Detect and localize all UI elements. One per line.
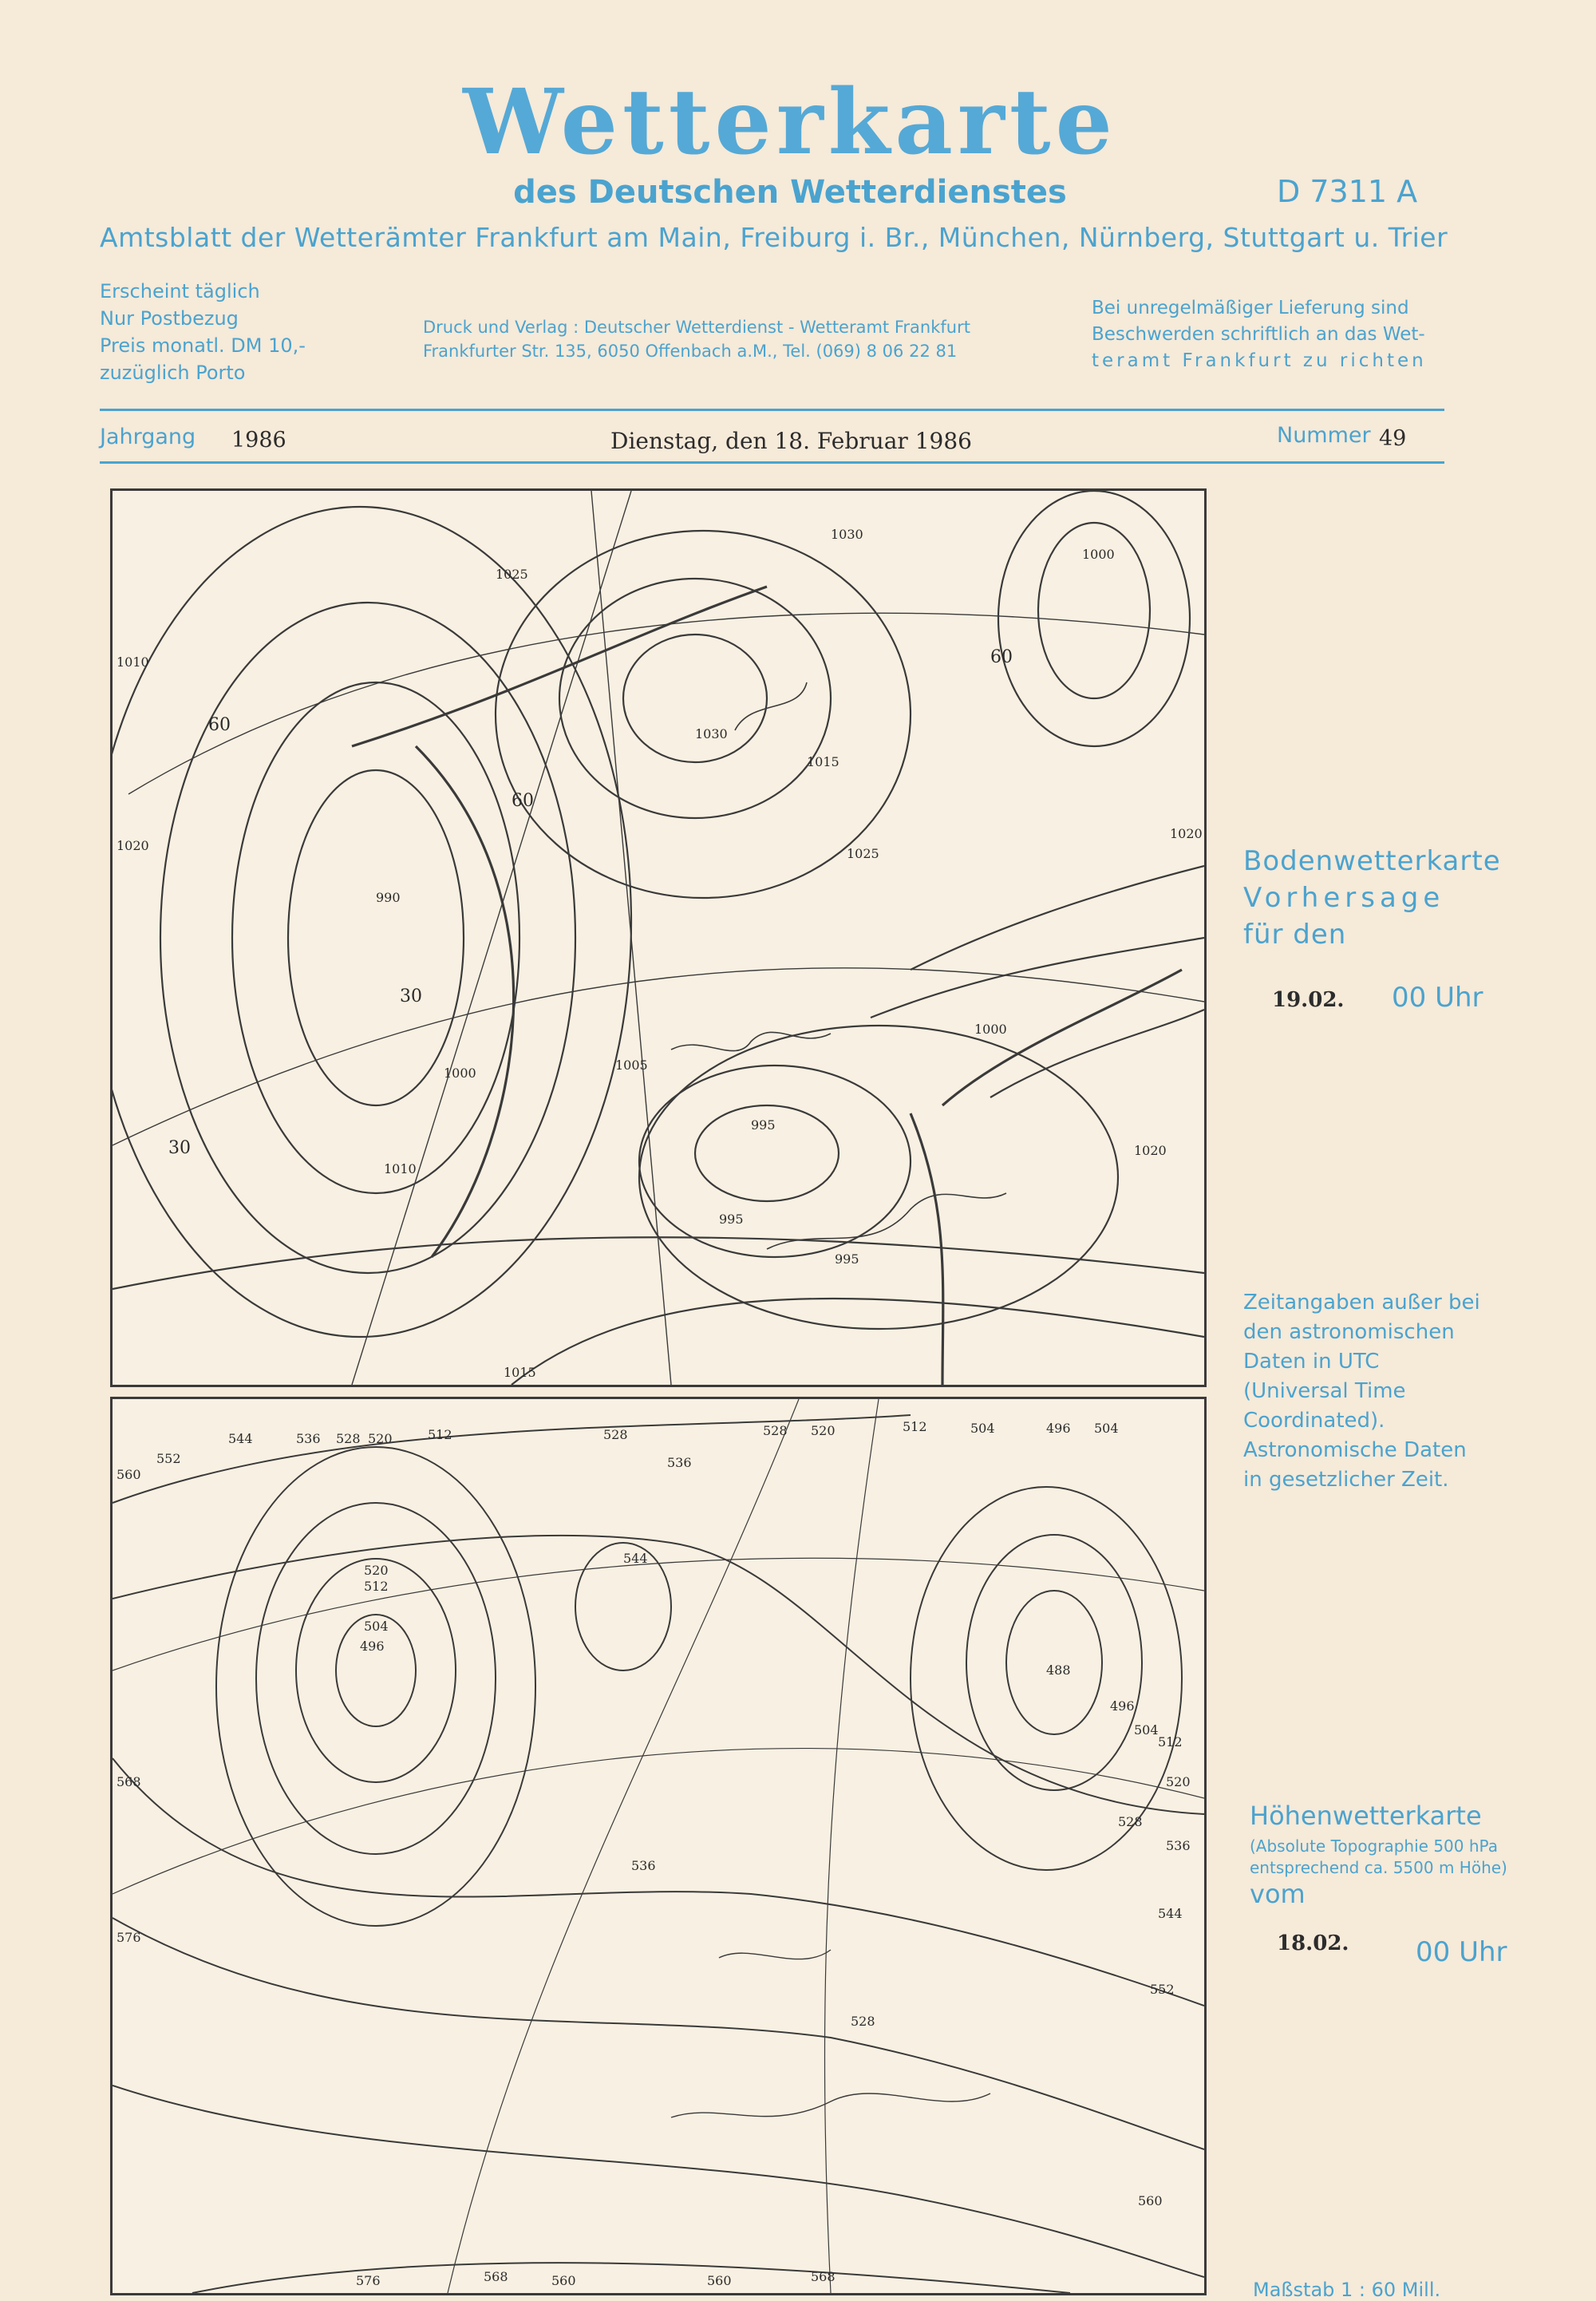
isobar	[623, 635, 767, 762]
note-line: (Universal Time	[1243, 1379, 1406, 1403]
meridian-line	[825, 1399, 879, 2293]
isobar-label: 1030	[831, 527, 863, 542]
isobar	[496, 531, 911, 898]
height-contour	[113, 2086, 1204, 2277]
isobar	[911, 866, 1204, 970]
contour-label: 536	[667, 1455, 692, 1470]
contour-label: 552	[156, 1451, 181, 1466]
caption-line: für den	[1243, 919, 1347, 951]
contour-label: 496	[360, 1639, 385, 1654]
isobar	[512, 1299, 1204, 1385]
contour-label: 528	[763, 1423, 788, 1438]
isobar	[998, 491, 1190, 746]
latitude-line	[113, 1558, 1204, 1670]
isobar	[160, 603, 575, 1273]
complaint-info	[1092, 295, 1427, 374]
contour-label: 528	[851, 2014, 875, 2029]
contour-label: 520	[364, 1563, 389, 1578]
contour-label: 560	[117, 1467, 141, 1482]
contour-label: 504	[970, 1421, 995, 1436]
isobar-label: 1015	[807, 754, 839, 769]
subscription-line: zuzüglich Porto	[100, 362, 246, 384]
contour-label: 544	[623, 1551, 648, 1566]
isobar-label: 990	[376, 890, 401, 905]
contour-label: 560	[551, 2273, 576, 2288]
contour-label: 576	[356, 2273, 381, 2288]
caption-line: Bodenwetterkarte	[1243, 845, 1501, 877]
height-contour	[113, 1415, 911, 1503]
upper-map-vom: vom	[1250, 1879, 1306, 1909]
coastline	[735, 682, 807, 730]
isobar-label: 1000	[1082, 547, 1115, 562]
complaint-line: Beschwerden schriftlich an das Wet-	[1092, 324, 1425, 345]
map-scale: Maßstab 1 : 60 Mill.	[1253, 2279, 1441, 2301]
contour-label: 512	[903, 1419, 927, 1434]
analysis-date: 18.02.	[1277, 1931, 1349, 1955]
contour-label: 568	[484, 2269, 508, 2284]
isobar-label: 1025	[847, 846, 879, 861]
publisher-info	[423, 315, 970, 363]
analysis-time: 00 Uhr	[1416, 1936, 1507, 1968]
forecast-date: 19.02.	[1272, 988, 1345, 1012]
latitude-label: 60	[512, 791, 534, 811]
document-number: D 7311 A	[1277, 174, 1418, 209]
latitude-label: 60	[990, 647, 1013, 667]
issue-date: Dienstag, den 18. Februar 1986	[610, 428, 972, 454]
contour-label: 544	[228, 1431, 253, 1446]
subcaption-line: entsprechend ca. 5500 m Höhe)	[1250, 1858, 1507, 1877]
height-contour	[192, 2263, 1070, 2293]
front-line	[911, 1113, 943, 1385]
note-line: in gesetzlicher Zeit.	[1243, 1468, 1449, 1492]
forecast-time: 00 Uhr	[1392, 982, 1483, 1014]
jahrgang-value: 1986	[231, 428, 286, 453]
meridian-line	[448, 1399, 799, 2293]
coastline	[719, 1950, 831, 1959]
publisher-line: Druck und Verlag : Deutscher Wetterdienst - Wetteramt Frankfurt	[423, 318, 970, 337]
note-line: Astronomische Daten	[1243, 1438, 1467, 1462]
subcaption-line: (Absolute Topographie 500 hPa	[1250, 1836, 1498, 1856]
contour-label: 560	[707, 2273, 732, 2288]
isobar-label: 1020	[117, 838, 149, 853]
isobar-label: 1010	[384, 1161, 417, 1176]
isobar	[871, 938, 1204, 1018]
upper-map-caption: Höhenwetterkarte	[1250, 1801, 1482, 1831]
subscription-info	[100, 278, 306, 386]
coastline	[671, 2093, 990, 2117]
subscription-line: Preis monatl. DM 10,-	[100, 334, 306, 357]
newspaper-subtitle: des Deutschen Wetterdienstes	[513, 174, 1067, 211]
complaint-line: Bei unregelmäßiger Lieferung sind	[1092, 298, 1409, 318]
isobar-label: 1005	[615, 1058, 648, 1073]
contour-label: 528	[336, 1431, 361, 1446]
contour-label: 520	[811, 1423, 836, 1438]
contour-label: 520	[1166, 1774, 1191, 1789]
height-contour	[113, 1536, 1204, 1814]
contour-label: 520	[368, 1431, 393, 1446]
complaint-line: teramt Frankfurt zu richten	[1092, 350, 1427, 371]
note-line: Coordinated).	[1243, 1409, 1385, 1433]
amtsblatt-line: Amtsblatt der Wetterämter Frankfurt am Main, Freiburg i. Br., München, Nürnberg, Stuttgart u. Trier	[100, 222, 1448, 253]
contour-label: 496	[1110, 1698, 1135, 1714]
isobar	[288, 770, 464, 1105]
caption-line: Vorhersage	[1243, 882, 1445, 914]
isobar-label: 1025	[496, 567, 528, 582]
contour-label: 536	[631, 1858, 656, 1873]
height-contour	[113, 1758, 1204, 2006]
isobar-label: 995	[719, 1212, 744, 1227]
nummer-value: 49	[1379, 426, 1407, 451]
isobar	[113, 507, 631, 1337]
contour-label: 544	[1158, 1906, 1183, 1921]
contour-label: 536	[296, 1431, 321, 1446]
height-contour	[256, 1503, 496, 1854]
isobar-label: 995	[835, 1251, 859, 1267]
header-rule-top	[100, 409, 1444, 411]
isobar-label: 1015	[504, 1365, 536, 1380]
isobar	[990, 1010, 1204, 1097]
isobar-label: 995	[751, 1117, 776, 1133]
time-note	[1243, 1288, 1480, 1495]
latitude-label: 30	[168, 1138, 191, 1158]
isobar-label: 1010	[117, 654, 149, 670]
note-line: Daten in UTC	[1243, 1350, 1380, 1374]
newspaper-title: Wetterkarte	[463, 70, 1117, 175]
isobar-label: 1000	[974, 1022, 1007, 1037]
isobar	[639, 1026, 1118, 1329]
surface-map-caption	[1243, 843, 1501, 953]
contour-label: 512	[1158, 1734, 1183, 1749]
contour-label: 504	[1094, 1421, 1119, 1436]
latitude-label: 60	[208, 715, 231, 735]
isobar-label: 1030	[695, 726, 728, 741]
contour-label: 504	[1134, 1722, 1159, 1738]
header-rule-bottom	[100, 461, 1444, 464]
contour-label: 512	[428, 1427, 452, 1442]
contour-label: 560	[1138, 2193, 1163, 2208]
front-line	[942, 970, 1182, 1105]
meridian-line	[352, 491, 631, 1385]
surface-weather-map	[110, 488, 1207, 1387]
contour-label: 568	[811, 2269, 836, 2284]
nummer-label: Nummer	[1277, 423, 1371, 448]
latitude-label: 30	[400, 986, 422, 1006]
contour-label: 488	[1046, 1662, 1071, 1678]
note-line: Zeitangaben außer bei	[1243, 1291, 1480, 1315]
subscription-line: Nur Postbezug	[100, 307, 239, 330]
front-line	[416, 746, 514, 1257]
isobar-label: 1000	[444, 1065, 476, 1081]
subscription-line: Erscheint täglich	[100, 280, 260, 302]
upper-map-subcaption	[1250, 1836, 1507, 1879]
upper-air-map	[110, 1397, 1207, 2295]
contour-label: 528	[1118, 1814, 1143, 1829]
publisher-line: Frankfurter Str. 135, 6050 Offenbach a.M., Tel. (069) 8 06 22 81	[423, 342, 958, 361]
contour-label: 576	[117, 1930, 141, 1945]
contour-label: 536	[1166, 1838, 1191, 1853]
isobar	[639, 1065, 911, 1257]
contour-label: 504	[364, 1619, 389, 1634]
contour-label: 528	[603, 1427, 628, 1442]
contour-label: 512	[364, 1579, 389, 1594]
isobar-label: 1020	[1134, 1143, 1167, 1158]
contour-label: 568	[117, 1774, 141, 1789]
jahrgang-label: Jahrgang	[100, 425, 196, 449]
note-line: den astronomischen	[1243, 1320, 1455, 1344]
contour-label: 496	[1046, 1421, 1071, 1436]
isobar-label: 1020	[1170, 826, 1203, 841]
isobar	[232, 682, 519, 1193]
contour-label: 552	[1150, 1982, 1175, 1997]
